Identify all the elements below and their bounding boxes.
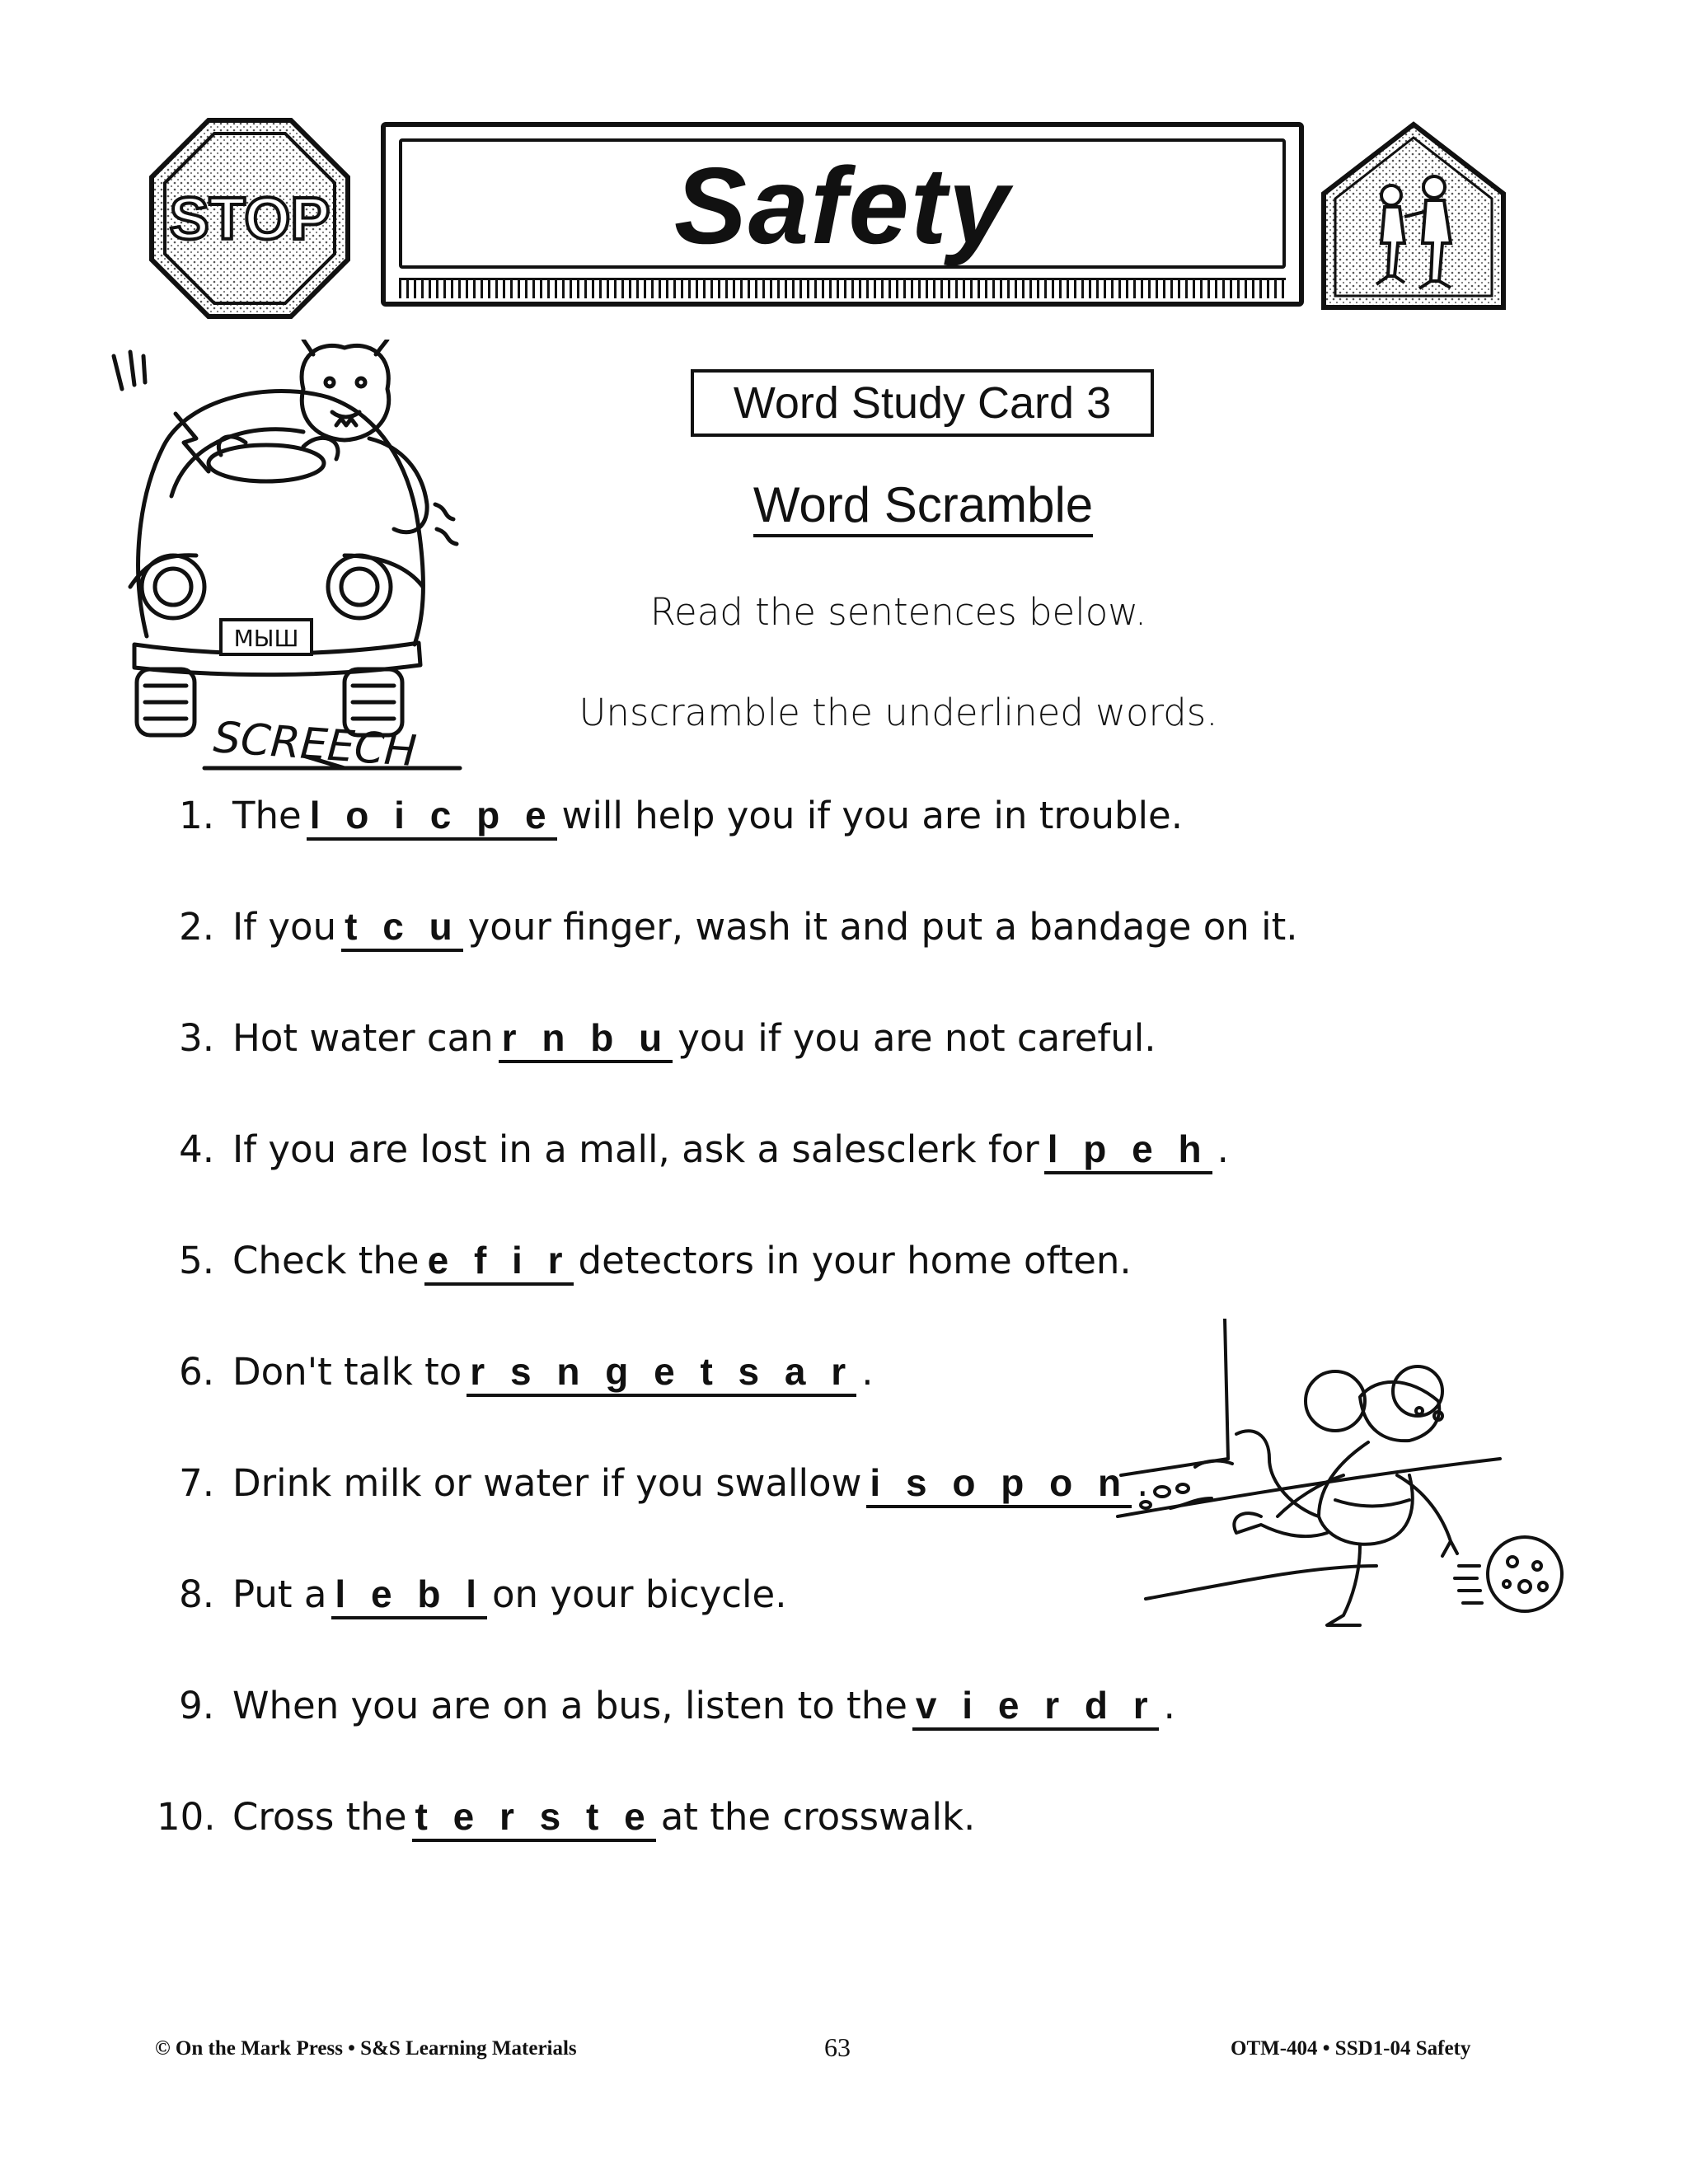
question-1: 1. The l o i c p e will help you if you are in trouble. [157,793,1183,837]
scrambled-word: l e b l [331,1572,487,1619]
question-2: 2. If you t c u your finger, wash it and put a bandage on it. [157,904,1298,949]
question-10: 10. Cross the t e r s t e at the crosswalk. [157,1794,975,1839]
footer-publisher: © On the Mark Press • S&S Learning Materials [155,2037,577,2060]
word-study-card-label: Word Study Card 3 [691,369,1154,437]
scrambled-word: t e r s t e [412,1795,656,1842]
scrambled-word: e f i r [424,1239,574,1286]
scrambled-word: r s n g e t s a r [467,1350,856,1397]
stop-sign-text: STOP [169,186,331,252]
scrambled-word: l p e h [1044,1127,1212,1174]
question-5: 5. Check the e f i r detectors in your home often. [157,1238,1132,1282]
scrambled-word: r n b u [499,1016,673,1063]
footer-product-code: OTM-404 • SSD1-04 Safety [1231,2037,1471,2060]
question-3: 3. Hot water can r n b u you if you are not careful. [157,1015,1156,1060]
page-title: Safety [673,145,1011,266]
scrambled-word: v i e r d r [912,1684,1159,1731]
question-4: 4. If you are lost in a mall, ask a salesclerk for l p e h . [157,1127,1229,1171]
question-7: 7. Drink milk or water if you swallow i s o p o n . [157,1460,1148,1505]
license-plate-text: МЫШ [233,625,299,652]
screech-text: SCREECH [212,713,419,776]
instruction-unscramble: Unscramble the underlined words. [579,691,1218,734]
pedestrian-crossing-sign-illustration [1319,120,1508,313]
page-number: 63 [824,2032,851,2062]
mouse-street-illustration [1113,1319,1574,1681]
question-6: 6. Don't talk to r s n g e t s a r . [157,1349,874,1394]
title-banner [381,122,1304,307]
stop-sign-illustration [147,115,353,321]
section-title: Word Scramble [709,476,1137,533]
scrambled-word: i s o p o n [866,1461,1132,1508]
instruction-read: Read the sentences below. [649,590,1147,634]
question-8: 8. Put a l e b l on your bicycle. [157,1572,787,1616]
car-bulldog-illustration [97,340,476,776]
scrambled-word: t c u [341,905,463,952]
question-9: 9. When you are on a bus, listen to the v i e r d r . [157,1683,1175,1727]
scrambled-word: l o i c p e [307,794,557,841]
